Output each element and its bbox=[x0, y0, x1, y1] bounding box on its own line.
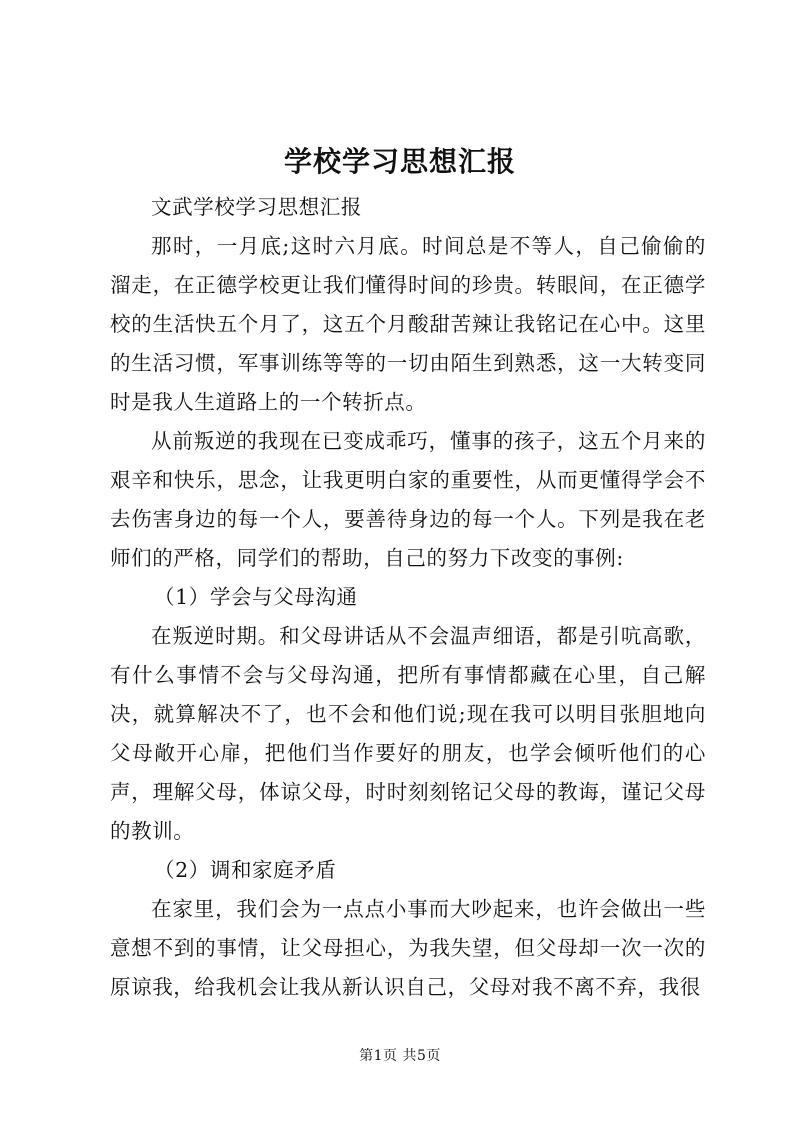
body-paragraph: 从前叛逆的我现在已变成乖巧，懂事的孩子，这五个月来的艰辛和快乐，思念，让我更明白家的重要性，从而更懂得学会不去伤害身边的每一个人，要善待身边的每一个人。下列是我在老师们的严格，同学们的帮助，自己的努力下改变的事例: bbox=[110, 429, 706, 570]
body-paragraph: 在家里，我们会为一点点小事而大吵起来，也许会做出一些意想不到的事情，让父母担心，为我失望，但父母却一次一次的原谅我，给我机会让我从新认识自己，父母对我不离不弃，我很 bbox=[110, 897, 706, 999]
section-heading: （2）调和家庭矛盾 bbox=[154, 858, 337, 882]
document-body bbox=[110, 188, 706, 1007]
page-footer: 第1页 共5页 bbox=[359, 1048, 441, 1064]
subtitle-paragraph: 文武学校学习思想汇报 bbox=[151, 195, 362, 219]
body-paragraph: 那时，一月底;这时六月底。时间总是不等人，自己偷偷的溜走，在正德学校更让我们懂得时间的珍贵。转眼间，在正德学校的生活快五个月了，这五个月酸甜苦辣让我铭记在心中。这里的生活习惯，军事训练等等的一切由陌生到熟悉，这一大转变同时是我人生道路上的一个转折点。 bbox=[110, 234, 706, 414]
body-paragraph: 在叛逆时期。和父母讲话从不会温声细语，都是引吭高歌，有什么事情不会与父母沟通，把所有事情都藏在心里，自己解决，就算解决不了，也不会和他们说;现在我可以明目张胆地向父母敞开心扉，把他们当作要好的朋友，也学会倾听他们的心声，理解父母，体谅父母，时时刻刻铭记父母的教诲，谨记父母的教训。 bbox=[110, 624, 706, 843]
section-heading: （1）学会与父母沟通 bbox=[154, 585, 358, 609]
document-title: 学校学习思想汇报 bbox=[283, 145, 516, 178]
